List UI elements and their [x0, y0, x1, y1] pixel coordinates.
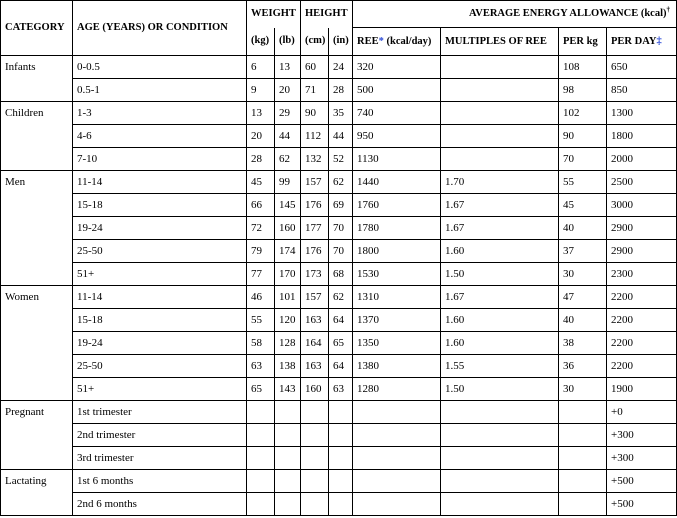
cell-ree: 1310 — [353, 286, 441, 309]
cell-age: 1-3 — [73, 102, 247, 125]
cell-ree — [353, 493, 441, 516]
cell-per-day: 3000 — [607, 194, 677, 217]
cell-weight-lb — [275, 470, 301, 493]
cell-height-in — [329, 401, 353, 424]
table-row — [1, 447, 677, 470]
cell-height-cm: 173 — [301, 263, 329, 286]
cell-height-in: 64 — [329, 309, 353, 332]
cell-height-cm: 177 — [301, 217, 329, 240]
header-age: AGE (YEARS) OR CONDITION — [73, 1, 247, 56]
cell-per-day: 2500 — [607, 171, 677, 194]
cell-per-kg — [559, 424, 607, 447]
cell-weight-kg: 45 — [247, 171, 275, 194]
cell-category — [1, 309, 73, 332]
cell-per-kg: 45 — [559, 194, 607, 217]
cell-height-in: 44 — [329, 125, 353, 148]
cell-per-day: +500 — [607, 470, 677, 493]
cell-per-kg: 102 — [559, 102, 607, 125]
cell-category — [1, 447, 73, 470]
cell-multiples: 1.60 — [441, 240, 559, 263]
cell-multiples — [441, 424, 559, 447]
cell-per-kg: 108 — [559, 56, 607, 79]
cell-height-in: 64 — [329, 355, 353, 378]
cell-height-cm — [301, 401, 329, 424]
cell-weight-kg: 6 — [247, 56, 275, 79]
table-row — [1, 493, 677, 516]
cell-multiples — [441, 148, 559, 171]
cell-weight-kg: 63 — [247, 355, 275, 378]
cell-multiples: 1.55 — [441, 355, 559, 378]
cell-per-kg: 47 — [559, 286, 607, 309]
cell-height-cm: 112 — [301, 125, 329, 148]
header-in: (in) — [329, 28, 353, 56]
cell-weight-lb — [275, 493, 301, 516]
cell-per-kg: 90 — [559, 125, 607, 148]
table-row — [1, 102, 677, 125]
cell-multiples: 1.60 — [441, 332, 559, 355]
cell-category — [1, 378, 73, 401]
cell-weight-kg: 9 — [247, 79, 275, 102]
cell-age: 25-50 — [73, 355, 247, 378]
cell-category — [1, 263, 73, 286]
cell-per-day: 2900 — [607, 240, 677, 263]
table-row — [1, 401, 677, 424]
cell-per-day: +500 — [607, 493, 677, 516]
cell-category — [1, 424, 73, 447]
cell-multiples — [441, 56, 559, 79]
cell-category: Pregnant — [1, 401, 73, 424]
cell-ree: 1780 — [353, 217, 441, 240]
cell-weight-lb — [275, 401, 301, 424]
cell-height-in — [329, 493, 353, 516]
cell-per-kg: 70 — [559, 148, 607, 171]
cell-per-day: 2000 — [607, 148, 677, 171]
cell-weight-lb: 143 — [275, 378, 301, 401]
cell-weight-lb: 13 — [275, 56, 301, 79]
cell-height-in — [329, 447, 353, 470]
cell-age: 15-18 — [73, 309, 247, 332]
cell-weight-kg: 46 — [247, 286, 275, 309]
cell-weight-kg: 77 — [247, 263, 275, 286]
header-energy-label: AVERAGE ENERGY ALLOWANCE (kcal) — [469, 8, 667, 19]
cell-height-cm: 160 — [301, 378, 329, 401]
cell-height-in: 62 — [329, 171, 353, 194]
cell-age: 25-50 — [73, 240, 247, 263]
cell-category: Lactating — [1, 470, 73, 493]
cell-per-kg: 30 — [559, 263, 607, 286]
cell-age: 3rd trimester — [73, 447, 247, 470]
header-energy-footnote-mark: † — [666, 5, 671, 14]
cell-category — [1, 148, 73, 171]
cell-weight-kg — [247, 493, 275, 516]
table-row — [1, 79, 677, 102]
cell-ree: 1760 — [353, 194, 441, 217]
cell-weight-kg — [247, 424, 275, 447]
cell-ree: 1130 — [353, 148, 441, 171]
cell-weight-kg — [247, 401, 275, 424]
cell-per-kg — [559, 493, 607, 516]
cell-multiples: 1.67 — [441, 194, 559, 217]
cell-weight-kg: 66 — [247, 194, 275, 217]
cell-per-kg: 37 — [559, 240, 607, 263]
cell-per-day: 2900 — [607, 217, 677, 240]
cell-age: 0-0.5 — [73, 56, 247, 79]
cell-multiples: 1.70 — [441, 171, 559, 194]
cell-weight-kg: 28 — [247, 148, 275, 171]
cell-category — [1, 125, 73, 148]
cell-multiples: 1.50 — [441, 263, 559, 286]
cell-category: Children — [1, 102, 73, 125]
cell-weight-lb: 145 — [275, 194, 301, 217]
cell-age: 1st 6 months — [73, 470, 247, 493]
cell-per-kg: 40 — [559, 217, 607, 240]
cell-multiples — [441, 470, 559, 493]
table-row — [1, 56, 677, 79]
header-multiples: MULTIPLES OF REE — [441, 28, 559, 56]
cell-weight-lb: 20 — [275, 79, 301, 102]
cell-age: 19-24 — [73, 217, 247, 240]
cell-age: 19-24 — [73, 332, 247, 355]
table-row — [1, 125, 677, 148]
cell-weight-lb: 120 — [275, 309, 301, 332]
cell-category — [1, 79, 73, 102]
cell-height-cm: 90 — [301, 102, 329, 125]
cell-height-cm: 163 — [301, 355, 329, 378]
cell-height-cm: 157 — [301, 171, 329, 194]
cell-height-cm: 163 — [301, 309, 329, 332]
cell-height-cm: 132 — [301, 148, 329, 171]
header-weight: WEIGHT — [247, 1, 301, 28]
table-row — [1, 355, 677, 378]
cell-height-cm: 157 — [301, 286, 329, 309]
cell-multiples: 1.67 — [441, 286, 559, 309]
table-row — [1, 309, 677, 332]
cell-weight-lb: 128 — [275, 332, 301, 355]
cell-weight-kg: 79 — [247, 240, 275, 263]
cell-multiples: 1.60 — [441, 309, 559, 332]
cell-weight-lb: 174 — [275, 240, 301, 263]
header-ree-footnote-mark: * — [378, 35, 384, 47]
cell-weight-lb: 170 — [275, 263, 301, 286]
cell-ree: 320 — [353, 56, 441, 79]
header-per-kg: PER kg — [559, 28, 607, 56]
cell-per-kg: 38 — [559, 332, 607, 355]
cell-height-in: 70 — [329, 217, 353, 240]
table-row — [1, 171, 677, 194]
cell-weight-lb: 44 — [275, 125, 301, 148]
header-height: HEIGHT — [301, 1, 353, 28]
cell-height-in — [329, 470, 353, 493]
cell-per-kg: 30 — [559, 378, 607, 401]
table-row — [1, 194, 677, 217]
cell-per-day: 2200 — [607, 309, 677, 332]
cell-weight-lb — [275, 447, 301, 470]
cell-category — [1, 493, 73, 516]
cell-category — [1, 240, 73, 263]
cell-category — [1, 332, 73, 355]
cell-age: 4-6 — [73, 125, 247, 148]
cell-ree: 1350 — [353, 332, 441, 355]
table-row — [1, 263, 677, 286]
table-row — [1, 148, 677, 171]
cell-multiples: 1.67 — [441, 217, 559, 240]
cell-weight-kg: 65 — [247, 378, 275, 401]
cell-height-in: 68 — [329, 263, 353, 286]
cell-height-in: 70 — [329, 240, 353, 263]
cell-weight-kg — [247, 447, 275, 470]
cell-ree — [353, 470, 441, 493]
cell-per-day: 1300 — [607, 102, 677, 125]
cell-height-in: 24 — [329, 56, 353, 79]
cell-age: 2nd 6 months — [73, 493, 247, 516]
header-per-day-footnote-mark: ‡ — [656, 35, 662, 47]
cell-height-cm: 71 — [301, 79, 329, 102]
table-row — [1, 217, 677, 240]
cell-age: 11-14 — [73, 171, 247, 194]
cell-category — [1, 355, 73, 378]
table-row — [1, 378, 677, 401]
cell-weight-lb: 99 — [275, 171, 301, 194]
table-body — [1, 56, 677, 516]
header-per-day — [607, 28, 677, 56]
cell-age: 2nd trimester — [73, 424, 247, 447]
cell-per-day: 2300 — [607, 263, 677, 286]
header-energy — [353, 1, 677, 28]
cell-multiples — [441, 401, 559, 424]
cell-height-in: 28 — [329, 79, 353, 102]
cell-ree: 500 — [353, 79, 441, 102]
cell-height-cm: 164 — [301, 332, 329, 355]
cell-per-kg — [559, 447, 607, 470]
cell-age: 51+ — [73, 378, 247, 401]
cell-multiples — [441, 447, 559, 470]
cell-ree: 740 — [353, 102, 441, 125]
cell-weight-kg: 55 — [247, 309, 275, 332]
cell-ree: 950 — [353, 125, 441, 148]
cell-weight-lb: 101 — [275, 286, 301, 309]
cell-per-day: +0 — [607, 401, 677, 424]
cell-height-in: 63 — [329, 378, 353, 401]
cell-per-day: 2200 — [607, 355, 677, 378]
header-lb: (lb) — [275, 28, 301, 56]
header-ree-label: REE — [357, 35, 379, 47]
cell-per-day: 2200 — [607, 332, 677, 355]
cell-height-cm — [301, 493, 329, 516]
header-per-day-label: PER DAY — [611, 35, 657, 47]
header-category: CATEGORY — [1, 1, 73, 56]
cell-weight-lb: 62 — [275, 148, 301, 171]
header-kg: (kg) — [247, 28, 275, 56]
cell-ree — [353, 424, 441, 447]
cell-category — [1, 217, 73, 240]
cell-ree: 1530 — [353, 263, 441, 286]
cell-per-kg — [559, 470, 607, 493]
cell-weight-kg: 20 — [247, 125, 275, 148]
cell-height-in — [329, 424, 353, 447]
cell-per-kg — [559, 401, 607, 424]
cell-multiples: 1.50 — [441, 378, 559, 401]
cell-weight-kg — [247, 470, 275, 493]
cell-ree — [353, 447, 441, 470]
cell-weight-lb: 160 — [275, 217, 301, 240]
cell-height-cm: 176 — [301, 194, 329, 217]
cell-height-cm: 60 — [301, 56, 329, 79]
cell-multiples — [441, 125, 559, 148]
cell-height-cm: 176 — [301, 240, 329, 263]
table-row — [1, 286, 677, 309]
cell-height-in: 62 — [329, 286, 353, 309]
cell-per-kg: 36 — [559, 355, 607, 378]
cell-age: 15-18 — [73, 194, 247, 217]
cell-multiples — [441, 79, 559, 102]
cell-age: 1st trimester — [73, 401, 247, 424]
cell-category — [1, 194, 73, 217]
table-row — [1, 240, 677, 263]
table-row — [1, 424, 677, 447]
cell-weight-kg: 58 — [247, 332, 275, 355]
cell-per-day: 850 — [607, 79, 677, 102]
cell-per-kg: 40 — [559, 309, 607, 332]
cell-multiples — [441, 102, 559, 125]
cell-per-day: 2200 — [607, 286, 677, 309]
cell-height-in: 69 — [329, 194, 353, 217]
cell-weight-lb: 29 — [275, 102, 301, 125]
cell-per-kg: 98 — [559, 79, 607, 102]
cell-weight-kg: 13 — [247, 102, 275, 125]
cell-category: Men — [1, 171, 73, 194]
cell-per-day: 1800 — [607, 125, 677, 148]
cell-height-cm — [301, 470, 329, 493]
cell-height-cm — [301, 447, 329, 470]
cell-per-day: +300 — [607, 447, 677, 470]
cell-ree: 1380 — [353, 355, 441, 378]
cell-multiples — [441, 493, 559, 516]
table-row — [1, 332, 677, 355]
cell-height-cm — [301, 424, 329, 447]
cell-ree: 1280 — [353, 378, 441, 401]
cell-ree: 1370 — [353, 309, 441, 332]
table-row — [1, 470, 677, 493]
cell-height-in: 35 — [329, 102, 353, 125]
cell-weight-lb: 138 — [275, 355, 301, 378]
cell-height-in: 52 — [329, 148, 353, 171]
header-ree — [353, 28, 441, 56]
cell-per-kg: 55 — [559, 171, 607, 194]
header-ree-unit: (kcal/day) — [383, 35, 432, 47]
cell-age: 11-14 — [73, 286, 247, 309]
cell-age: 7-10 — [73, 148, 247, 171]
cell-per-day: 1900 — [607, 378, 677, 401]
cell-age: 0.5-1 — [73, 79, 247, 102]
cell-category: Women — [1, 286, 73, 309]
cell-ree: 1440 — [353, 171, 441, 194]
cell-weight-kg: 72 — [247, 217, 275, 240]
header-cm: (cm) — [301, 28, 329, 56]
cell-weight-lb — [275, 424, 301, 447]
cell-per-day: +300 — [607, 424, 677, 447]
header-row-top — [1, 1, 677, 28]
cell-per-day: 650 — [607, 56, 677, 79]
cell-age: 51+ — [73, 263, 247, 286]
cell-ree — [353, 401, 441, 424]
cell-category: Infants — [1, 56, 73, 79]
cell-ree: 1800 — [353, 240, 441, 263]
cell-height-in: 65 — [329, 332, 353, 355]
